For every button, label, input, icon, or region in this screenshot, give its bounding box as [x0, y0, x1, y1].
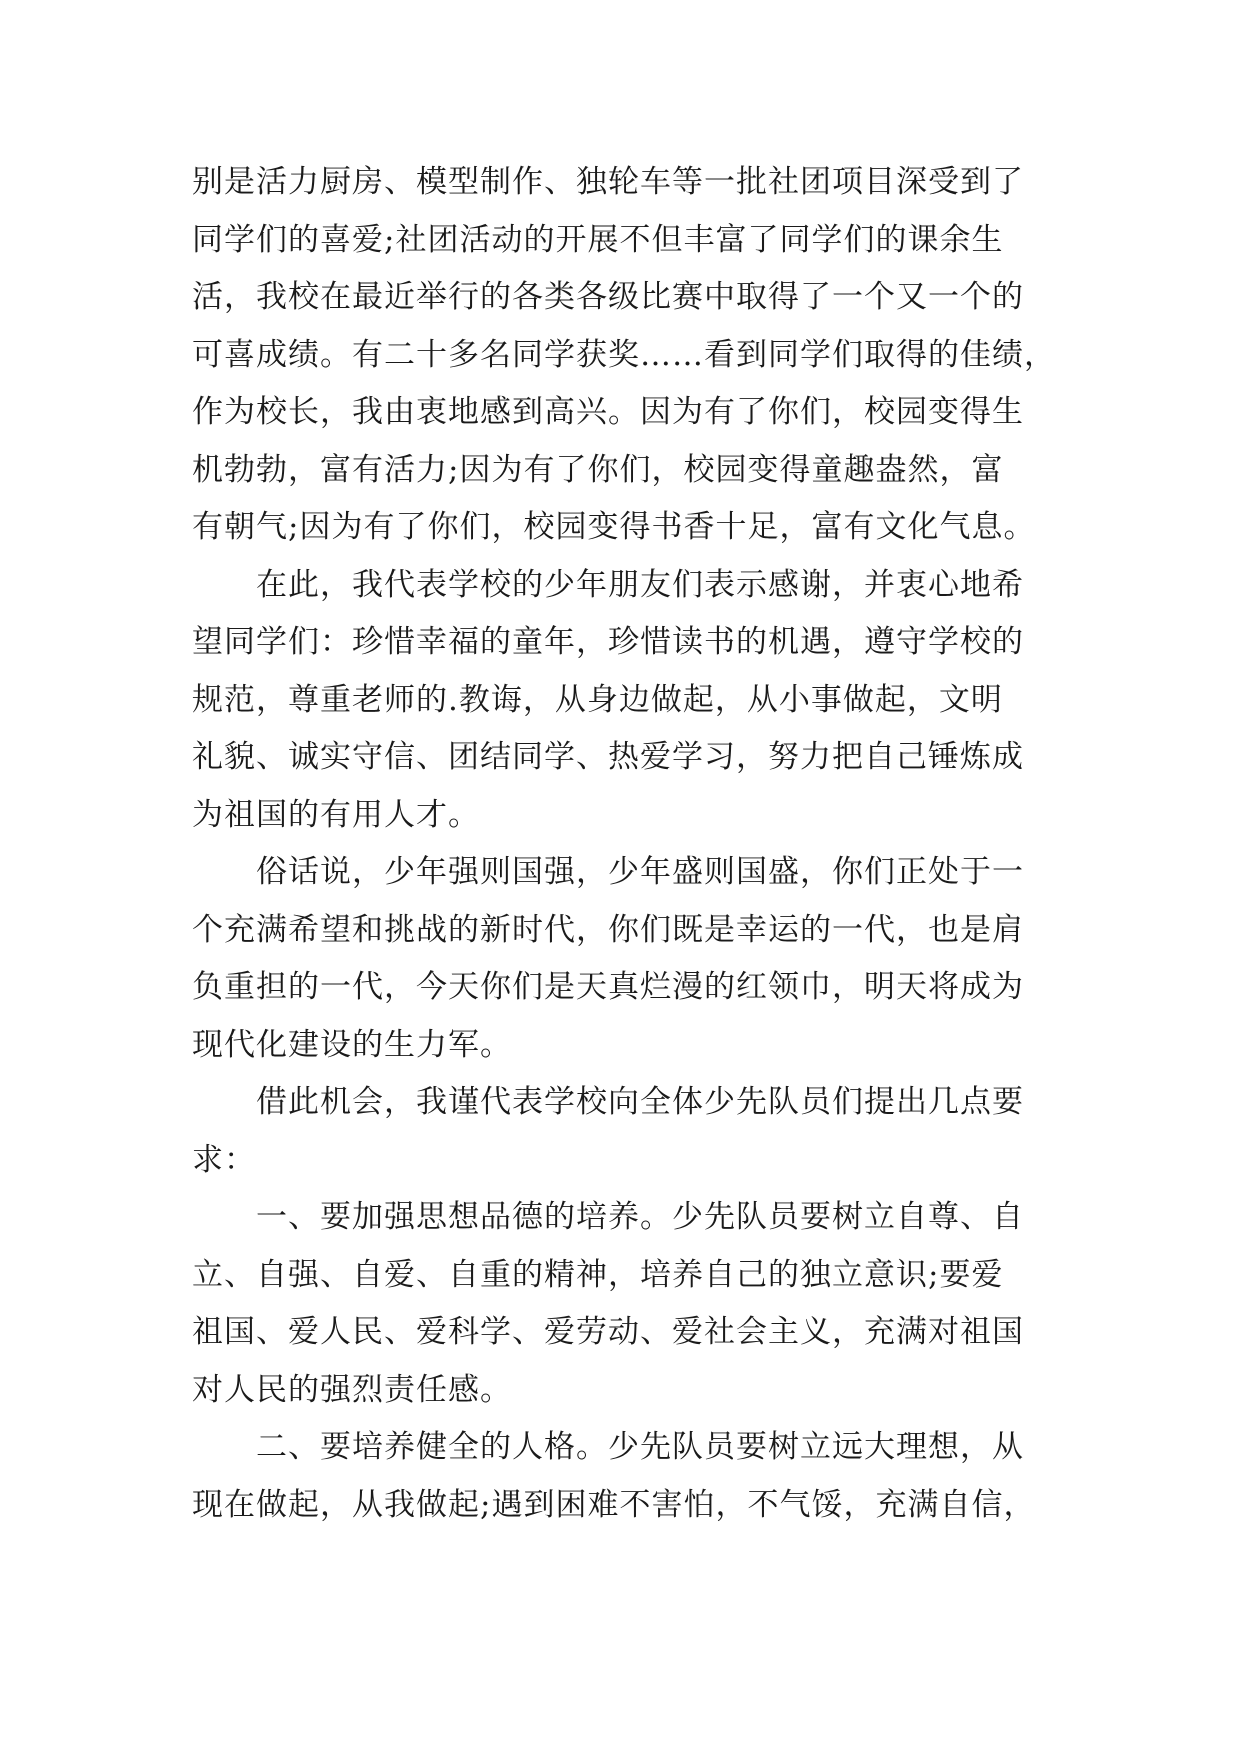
- paragraph: [192, 1419, 1052, 1534]
- text-line: 借此机会，我谨代表学校向全体少先队员们提出几点要: [256, 1084, 1024, 1120]
- text-line: 俗话说，少年强则国强，少年盛则国盛，你们正处于一: [256, 854, 1024, 890]
- text-line: 活，我校在最近举行的各类各级比赛中取得了一个又一个的: [192, 279, 1024, 315]
- text-line: 一、要加强思想品德的培养。少先队员要树立自尊、自: [256, 1199, 1024, 1235]
- text-line: 二、要培养健全的人格。少先队员要树立远大理想，从: [256, 1429, 1024, 1465]
- text-line: 礼貌、诚实守信、团结同学、热爱学习，努力把自己锤炼成: [192, 739, 1024, 775]
- text-line: 现代化建设的生力军。: [192, 1026, 512, 1063]
- text-line: 负重担的一代，今天你们是天真烂漫的红领巾，明天将成为: [192, 969, 1024, 1005]
- text-line: 同学们的喜爱;社团活动的开展不但丰富了同学们的课余生: [192, 221, 1004, 258]
- text-line: 为祖国的有用人才。: [192, 796, 480, 833]
- text-line: 立、自强、自爱、自重的精神，培养自己的独立意识;要爱: [192, 1256, 1004, 1293]
- text-line: 现在做起，从我做起;遇到困难不害怕，不气馁，充满自信，: [192, 1486, 1036, 1523]
- text-line: 在此，我代表学校的少年朋友们表示感谢，并衷心地希: [256, 566, 1024, 603]
- text-line: 有朝气;因为有了你们，校园变得书香十足，富有文化气息。: [192, 509, 1036, 545]
- paragraph: [192, 1074, 1052, 1189]
- text-line: 祖国、爱人民、爱科学、爱劳动、爱社会主义，充满对祖国: [192, 1314, 1024, 1350]
- paragraph: [192, 154, 1056, 557]
- text-line: 机勃勃，富有活力;因为有了你们，校园变得童趣盎然，富: [192, 451, 1004, 488]
- text-line: 个充满希望和挑战的新时代，你们既是幸运的一代，也是肩: [192, 911, 1024, 948]
- text-line: 别是活力厨房、模型制作、独轮车等一批社团项目深受到了: [192, 164, 1024, 200]
- text-line: 规范，尊重老师的.教诲，从身边做起，从小事做起，文明: [192, 681, 1003, 718]
- text-line: 作为校长，我由衷地感到高兴。因为有了你们，校园变得生: [192, 394, 1024, 430]
- text-line: 可喜成绩。有二十多名同学获奖……看到同学们取得的佳绩，: [192, 336, 1056, 373]
- document-body: [192, 154, 1056, 1534]
- paragraph: [192, 557, 1052, 845]
- paragraph: [192, 844, 1052, 1074]
- text-line: 望同学们：珍惜幸福的童年，珍惜读书的机遇，遵守学校的: [192, 624, 1024, 660]
- text-line: 对人民的强烈责任感。: [192, 1371, 512, 1408]
- paragraph: [192, 1189, 1052, 1419]
- text-line: 求：: [192, 1141, 256, 1178]
